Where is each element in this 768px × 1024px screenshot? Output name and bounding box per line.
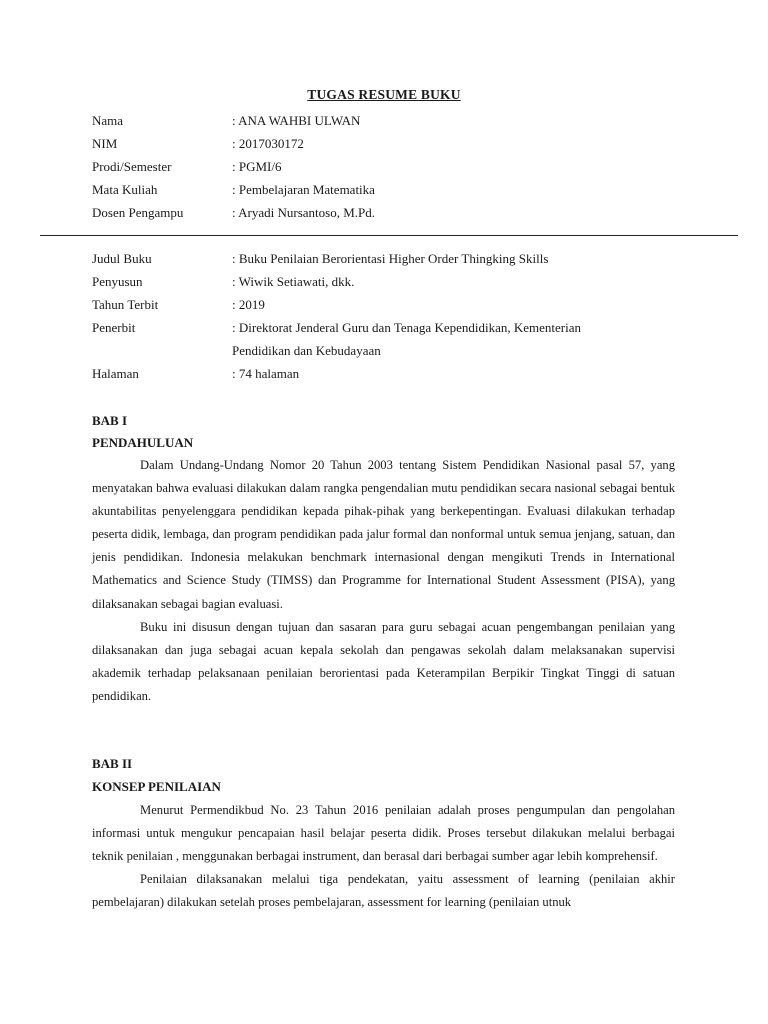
info-label: Penyusun	[92, 274, 143, 289]
document-title: TUGAS RESUME BUKU	[307, 87, 461, 102]
horizontal-divider	[40, 235, 738, 236]
info-label: Dosen Pengampu	[92, 205, 184, 220]
info-row-halaman	[92, 362, 692, 385]
chapter-heading: KONSEP PENILAIAN	[92, 779, 221, 794]
info-label: Prodi/Semester	[92, 159, 172, 174]
paragraph: Dalam Undang-Undang Nomor 20 Tahun 2003 tentang Sistem Pendidikan Nasional pasal 57, yang menyatakan bahwa evaluasi dilakukan dalam rangka pengendalian mutu pendidikan secara nasional sebagai bentuk akuntabilitas penyelenggara pendidikan kepada pihak-pihak yang berkepentingan. Evaluasi dilakukan terhadap peserta didik, lembaga, dan program pendidikan pada jalur formal dan nonformal untuk semua jenjang, satuan, dan jenis pendidikan. Indonesia melakukan benchmark internasional dengan mengikuti Trends in International Mathematics and Science Study (TIMSS) dan Programme for International Student Assessment (PISA), yang dilaksanakan sebagai bagian evaluasi.	[92, 458, 675, 611]
info-value: : Aryadi Nursantoso, M.Pd.	[232, 205, 375, 220]
info-value: : 2019	[232, 297, 265, 312]
book-info-table	[92, 247, 692, 385]
info-label: Penerbit	[92, 320, 136, 335]
info-row-mata-kuliah	[92, 178, 692, 201]
info-value: : Direktorat Jenderal Guru dan Tenaga Kependidikan, Kementerian Pendidikan dan Kebudayaan	[232, 320, 581, 358]
info-row-nim	[92, 132, 692, 155]
info-value: : PGMI/6	[232, 159, 282, 174]
chapter-body	[92, 454, 675, 708]
info-label: Nama	[92, 113, 124, 128]
info-row-nama	[92, 109, 692, 132]
info-value: : ANA WAHBI ULWAN	[232, 113, 361, 128]
info-label: Mata Kuliah	[92, 182, 158, 197]
info-value: : Buku Penilaian Berorientasi Higher Order Thingking Skills	[232, 251, 549, 266]
chapter-heading: PENDAHULUAN	[92, 435, 194, 450]
info-value: : 2017030172	[232, 136, 304, 151]
student-info-table	[92, 109, 692, 224]
info-row-penerbit	[92, 316, 692, 362]
info-row-penyusun	[92, 270, 692, 293]
info-row-dosen	[92, 201, 692, 224]
info-label: Tahun Terbit	[92, 297, 159, 312]
info-value: : 74 halaman	[232, 366, 300, 381]
info-row-prodi	[92, 155, 692, 178]
paragraph: Penilaian dilaksanakan melalui tiga pendekatan, yaitu assessment of learning (penilaian akhir pembelajaran) dilakukan setelah proses pembelajaran, assessment for learning (penilaian utnuk	[92, 872, 675, 910]
chapter-number: BAB I	[92, 413, 128, 428]
paragraph: Buku ini disusun dengan tujuan dan sasaran para guru sebagai acuan pengembangan penilaian yang dilaksanakan dan juga sebagai acuan kepala sekolah dan pengawas sekolah dalam melaksanakan supervisi akademik terhadap pelaksanaan penilaian berorientasi pada Keterampilan Berpikir Tingkat Tinggi di satuan pendidikan.	[92, 619, 675, 703]
info-value: : Wiwik Setiawati, dkk.	[232, 274, 355, 289]
paragraph: Menurut Permendikbud No. 23 Tahun 2016 penilaian adalah proses pengumpulan dan pengolahan informasi untuk mengukur pencapaian hasil belajar peserta didik. Proses tersebut dilakukan melalui berbagai teknik penilaian , menggunakan berbagai instrument, dan berasal dari berbagai sumber agar lebih komprehensif.	[92, 803, 675, 864]
chapter-number: BAB II	[92, 756, 133, 771]
info-value: : Pembelajaran Matematika	[232, 182, 375, 197]
chapter-body	[92, 799, 675, 914]
info-label: Halaman	[92, 366, 139, 381]
info-row-tahun	[92, 293, 692, 316]
info-label: NIM	[92, 136, 118, 151]
info-row-judul	[92, 247, 692, 270]
info-label: Judul Buku	[92, 251, 152, 266]
